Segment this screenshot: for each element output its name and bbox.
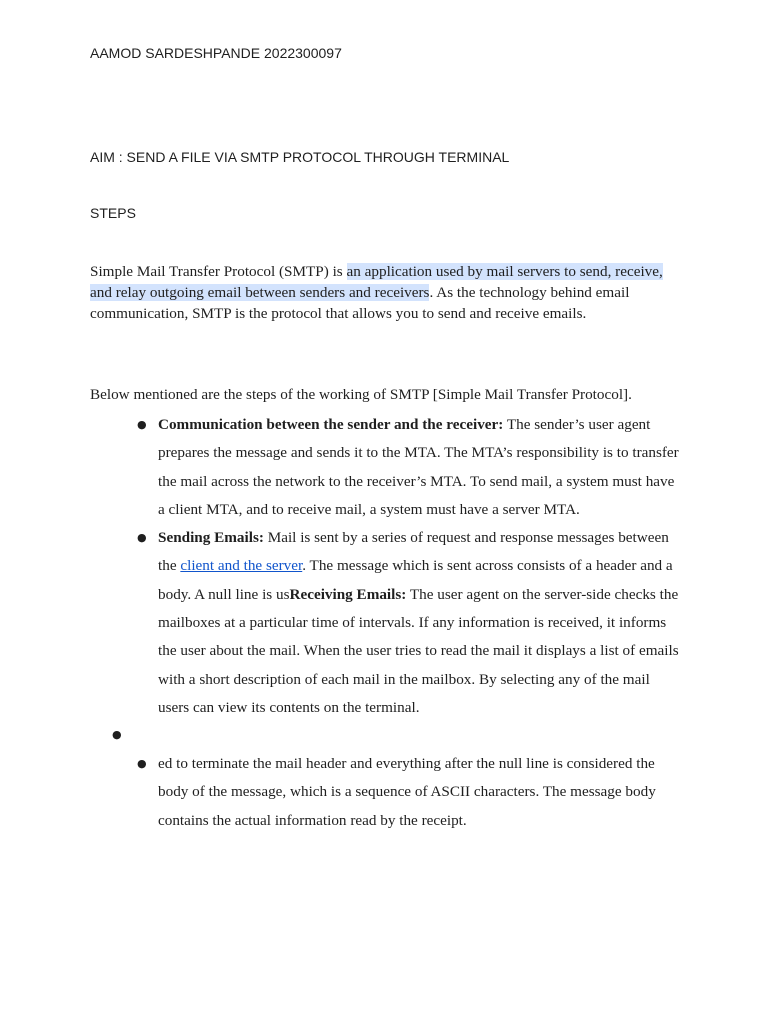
intro-paragraph bbox=[90, 261, 675, 324]
bullet-icon: ● bbox=[137, 757, 147, 770]
bullet-text: Mail is sent by a series of request and response messages between the bbox=[158, 529, 669, 575]
steps-list bbox=[0, 411, 683, 722]
bullet-icon: ● bbox=[137, 418, 147, 431]
intro-highlighted-text: an application used by mail servers to send, receive, and relay outgoing email between senders and receivers bbox=[90, 263, 663, 301]
steps-heading: STEPS bbox=[90, 205, 136, 221]
steps-list-continued bbox=[0, 750, 683, 835]
bullet-text: The user agent on the server-side checks the mailboxes at a particular time of intervals. If any information is received, it informs the user about the mail. When the user tries to read the mail it displays a list of emails with a short description of each mail in the mailbox. By selecting any of the mail users can view its contents on the terminal. bbox=[158, 585, 679, 716]
list-item bbox=[137, 750, 683, 835]
bullet-bold-label: Communication between the sender and the receiver: bbox=[158, 416, 504, 433]
bullet-text: ed to terminate the mail header and everything after the null line is considered the body of the message, which is a sequence of ASCII characters. The message body contains the actual information read by the receipt. bbox=[158, 755, 656, 829]
intro-text-1: Simple Mail Transfer Protocol (SMTP) is bbox=[90, 263, 347, 280]
empty-bullet-icon: ● bbox=[112, 728, 122, 741]
list-item bbox=[137, 411, 683, 524]
bullet-bold-label: Sending Emails: bbox=[158, 529, 264, 547]
client-server-link[interactable]: client and the server bbox=[180, 557, 303, 575]
intro-text-2: . As the technology behind email communication, SMTP is the protocol that allows you to send and receive emails. bbox=[90, 284, 630, 322]
bullet-text: The sender’s user agent prepares the message and sends it to the MTA. The MTA’s responsibility is to transfer the mail across the network to the receiver’s MTA. To send mail, a system must have a client MTA, and to receive mail, a system must have a server MTA. bbox=[158, 416, 679, 518]
bullet-icon: ● bbox=[137, 531, 147, 545]
bullet-text: . The message which is sent across consists of a header and a body. A null line is us bbox=[158, 557, 673, 603]
author-line: AAMOD SARDESHPANDE 2022300097 bbox=[90, 45, 342, 61]
bullet-bold-label: Receiving Emails: bbox=[289, 585, 407, 603]
steps-intro-paragraph: Below mentioned are the steps of the working of SMTP [Simple Mail Transfer Protocol]. bbox=[90, 386, 632, 403]
list-item bbox=[137, 524, 683, 722]
aim-heading: AIM : SEND A FILE VIA SMTP PROTOCOL THROUGH TERMINAL bbox=[90, 149, 510, 165]
